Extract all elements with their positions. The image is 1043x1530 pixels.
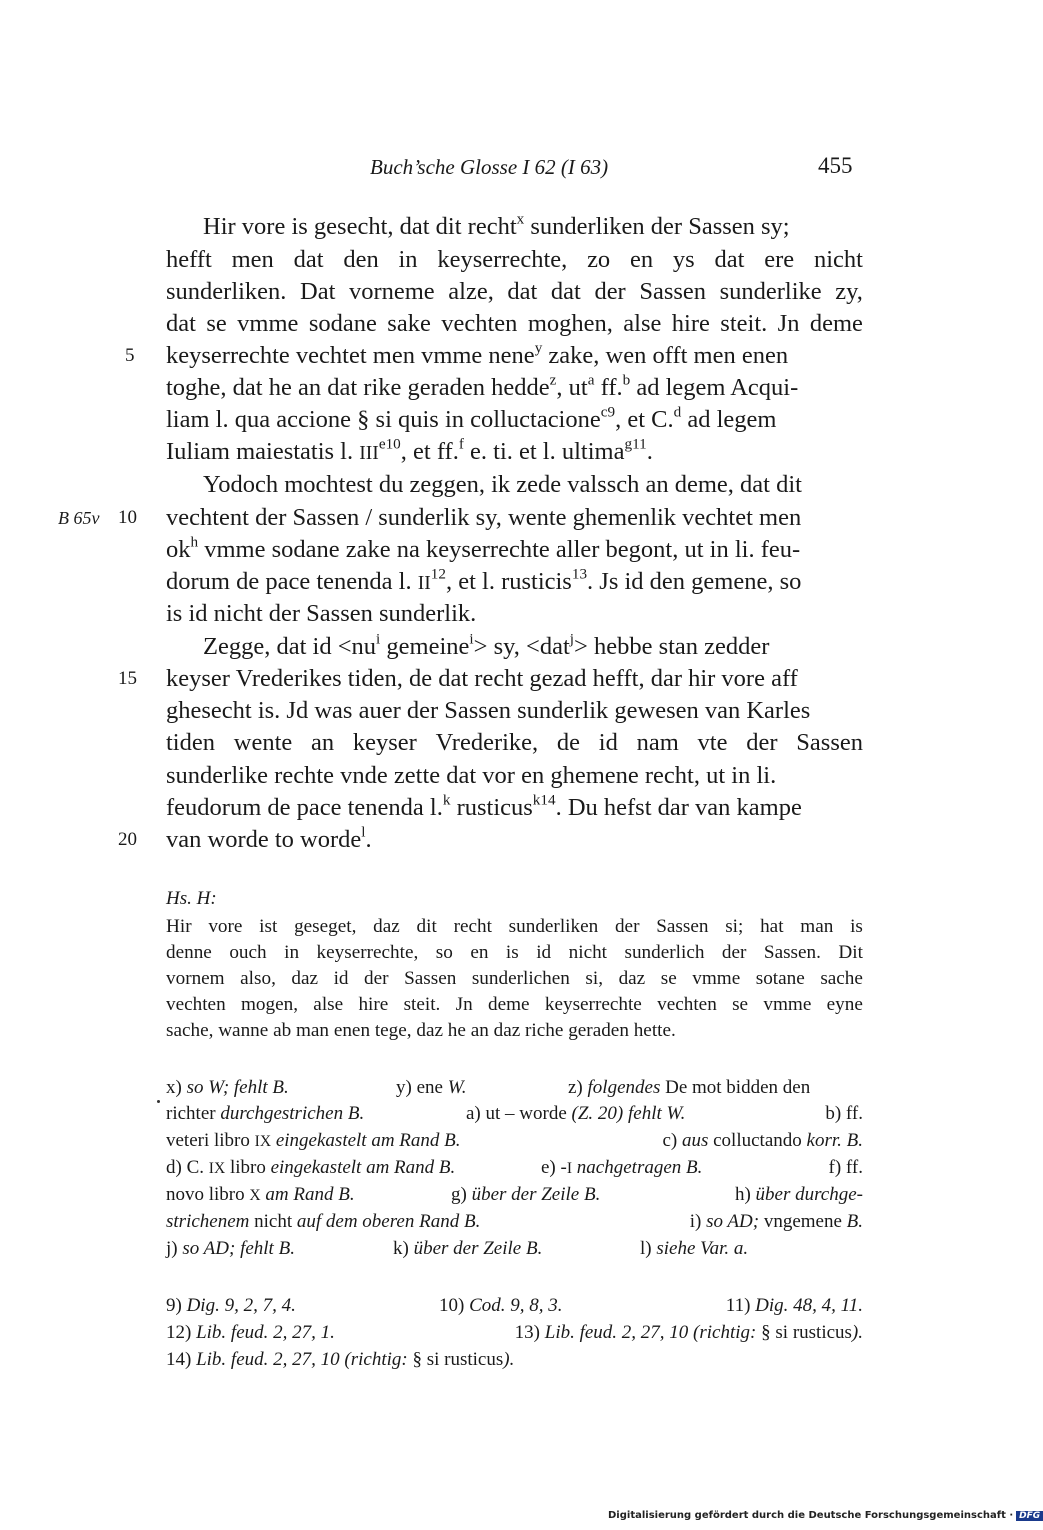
main-line-8: Iuliam maiestatis l. $III^{e10}$, et ff.$^f$ e. ti. et l. ultima$^{g11}$. <box>166 435 653 465</box>
main-line-7: liam l. qua accione § si quis in colluctacione$^{c9}$, et C.$^d$ ad legem <box>166 403 777 433</box>
main-line-13: is id nicht der Sassen sunderlik. <box>166 600 477 627</box>
hs-line-5: sache, wanne ab man enen tege, daz he an daz riche geraden hette. <box>166 1020 676 1041</box>
main-line-14: Zegge, dat id $<nu^i$ gemeine$^i$> sy, <dat$^j$> hebbe stan zedder <box>203 630 770 660</box>
stray-dot <box>157 1100 160 1103</box>
page: Buch’sche Glosse I 62 (I 63) 455 5 B 65v 10 15 20 Hir vore is gesecht, dat dit recht$^x$ sunderliken der Sassen sy; hefft men dat den in keyserrechte, zo en ys dat ere nicht sunderliken. Dat vorneme alze, dat dat der Sassen sunderlike zy, dat se vmme sodane sake vechten moghen, alse hire steit. Jn deme keyserrechte vechtet men vmme nene$^y$ zake, wen offt men enen toghe, dat he an dat rike geraden hedde$^z$, $ut^a$ ff.$^b$ ad legem Acqui- liam l. qua accione § si quis in colluctacione$^{c9}$, et C.$^d$ ad legem Iuliam maiestatis l. $III^{e10}$, et ff.$^f$ e. ti. et l. ultima$^{g11}$. Yodoch mochtest du zeggen, ik zede valssch an deme, dat dit vechtent der Sassen / sunderlik sy, wente ghemenlik vechtet men $ok^h$ vmme sodane zake na keyserrechte aller begont, ut in li. feu- dorum de pace tenenda l. II$^{12}$, et l. rusticis$^{13}$. Js id den gemene, so is id nicht der Sassen sunderlik. Zegge, dat id $<nu^i$ gemeine$^i$> sy, <dat$^j$> hebbe stan zedder keyser Vrederikes tiden, de dat recht gezad hefft, dar hir vore aff ghesecht is. Jd was auer der Sassen sunderlik gewesen van Karles tiden wente an keyser Vrederike, de id nam vte der Sassen sunderlike rechte vnde zette dat vor en ghemene recht, ut in li. feudorum de pace tenenda l.$^k$ rusticus$^{k14}$. Du hefst dar van kampe van worde to worde$^l$. Hs. H: Hir vore ist geseget, daz dit recht sunderliken der Sassen si; hat man is denne ouch in keyserrechte, so en is id nicht sunderlich der Sassen. Dit vornem also, daz id der Sassen sunderlichen si, daz se vmme sotane sache vechten mogen, alse hire steit. Jn deme keyserrechte vechten se vmme eyne sache, wanne ab man enen tege, daz he an daz riche geraden hette. x) so W; fehlt B. y) ene W. z) folgendes De mot bidden den richter durchgestrichen B. a) ut – worde (Z. 20) fehlt W. b) ff. veteri libro IX eingekastelt am Rand B. c) aus colluctando korr. B. d) C. IX libro eingekastelt am Rand B. e) -I nachgetragen B. f) ff. novo libro X am Rand B. g) über der Zeile B. h) über durchge- strichenem nicht auf dem oberen Rand B. i) so AD; vngemene B. j) so AD; fehlt B. k) über der Zeile B. l) siehe Var. a. 9) Dig. 9, 2, 7, 4. 10) Cod. 9, 8, 3. 11) Dig. 48, 4, 11. 12) Lib. feud. 2, 27, 1. 13) Lib. feud. 2, 27, 10 (richtig: § si rusticus). 14) Lib. feud. 2, 27, 10 (richtig: § si rusticus). Digitalisierung gefördert durch die Deutsche Forschungsgemeinschaft · DFG <box>0 0 1000 1530</box>
main-line-20: van worde to worde$^l$. <box>166 823 372 853</box>
running-title: Buch’sche Glosse I 62 (I 63) <box>370 155 609 179</box>
main-line-17: tiden wente an keyser Vrederike, de id nam vte der Sassen <box>166 729 863 756</box>
line-number-10: 10 <box>118 507 137 528</box>
main-line-2: hefft men dat den in keyserrechte, zo en ys dat ere nicht <box>166 246 863 273</box>
hs-line-4: vechten mogen, alse hire steit. Jn deme keyserrechte vechten se vmme eyne <box>166 994 863 1015</box>
line-number-20: 20 <box>118 829 137 850</box>
hs-line-2: denne ouch in keyserrechte, so en is id nicht sunderlich der Sassen. Dit <box>166 942 863 963</box>
main-line-11: $ok^h$ vmme sodane zake na keyserrechte aller begont, ut in li. feu- <box>166 533 801 563</box>
main-line-3: sunderliken. Dat vorneme alze, dat dat der Sassen sunderlike zy, <box>166 278 863 305</box>
manuscript-folio-ref: B 65v <box>58 508 100 528</box>
hs-h-label: Hs. H: <box>166 888 217 909</box>
line-number-15: 15 <box>118 668 137 689</box>
main-line-5: keyserrechte vechtet men vmme nene$^y$ zake, wen offt men enen <box>166 339 789 369</box>
main-line-18: sunderlike rechte vnde zette dat vor en ghemene recht, ut in li. <box>166 762 777 789</box>
dfg-logo: DFG <box>1016 1511 1043 1521</box>
page-number: 455 <box>818 153 853 178</box>
main-line-6: toghe, dat he an dat rike geraden hedde$^z$, $ut^a$ ff.$^b$ ad legem Acqui- <box>166 371 799 401</box>
hs-line-3: vornem also, daz id der Sassen sunderlichen si, daz se vmme sotane sache <box>166 968 863 989</box>
hs-line-1: Hir vore ist geseget, daz dit recht sunderliken der Sassen si; hat man is <box>166 916 863 937</box>
line-number-5: 5 <box>125 345 135 366</box>
main-line-9: Yodoch mochtest du zeggen, ik zede valssch an deme, dat dit <box>203 471 802 498</box>
main-line-10: vechtent der Sassen / sunderlik sy, wente ghemenlik vechtet men <box>166 504 802 531</box>
main-line-19: feudorum de pace tenenda l.$^k$ rusticus$^{k14}$. Du hefst dar van kampe <box>166 791 802 821</box>
main-line-16: ghesecht is. Jd was auer der Sassen sunderlik gewesen van Karles <box>166 697 811 724</box>
digitization-credit: Digitalisierung gefördert durch die Deutsche Forschungsgemeinschaft · DFG <box>608 1510 1043 1521</box>
main-line-12: dorum de pace tenenda l. II$^{12}$, et l. rusticis$^{13}$. Js id den gemene, so <box>166 565 802 595</box>
main-line-15: keyser Vrederikes tiden, de dat recht gezad hefft, dar hir vore aff <box>166 665 798 692</box>
main-line-4: dat se vmme sodane sake vechten moghen, alse hire steit. Jn deme <box>166 310 863 337</box>
main-line-1: Hir vore is gesecht, dat dit recht$^x$ sunderliken der Sassen sy; <box>203 210 790 240</box>
